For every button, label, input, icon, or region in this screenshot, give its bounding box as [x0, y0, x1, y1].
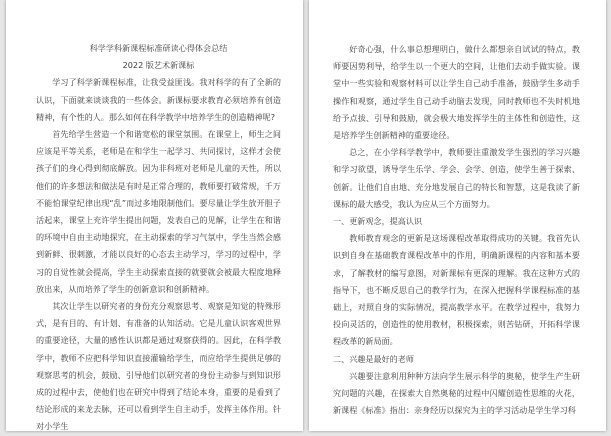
page-left: [6, 0, 303, 431]
paragraph: 首先给学生营造一个和谐宽松的课堂氛围。在课堂上，师生之间应该是平等关系，老师是在和学生一起学习、共同探讨，这样才会使孩子们的身心得到彻底解放。因为非科班对老师是儿童的天性，所以他们的许多想法和做法是有时是正常合理的，教师要打破常规，千万不能怕课堂纪律出现“乱”而过多地限制他们。要尽量让学生放开胆子活起来，课堂上充许学生提出问题，发表自己的见解，让学生在和谐的环境中自由主动地探究，在主动探索的学习气氛中，学生当然会感到新鲜、很刺激，才能以良好的心态去主动学习，学习的过程中，学习的自觉性就会提高，学生主动探索直接的就要就会被最大程度地释放出来，从而培养了学生的创新意识和创新精神。: [36, 129, 281, 294]
page-right: [309, 0, 606, 431]
page-right-text: [333, 41, 580, 419]
paragraph: 其次让学生以研究者的身份充分观察思考、观察是知觉的特殊形式，是有目的、有计划、有准备的认知活动。它是儿童认识客观世界的重要途径，大量的感性认识都是通过观察获得的。因此，在科学教学中，教师不应把科学知识直接灌输给学生，而应给学生提供足够的观察思考的机会，鼓励、引导他们以研究者的身份主动参与到知识形成的过程中去，使他们也在研究中得到了结论本身，重要的是看到了结论形成的来龙去脉，还可以看到学生自主动手，发挥主体作用。针对小学生: [36, 301, 281, 432]
paragraph: 教师教育观念的更新是这场课程改革取得成功的关键。我首先认识到自身在基础教育课程改革中的作用，明确新课程的内容和基本要求，了解教材的编写意图，对新课标有更深的理解。我在这种方式的指导下，也不断反思自己的教学行为，在深入把握科学课程标准的基础上，对照自身的实际情况，提高教学水平。在教学过程中，我努力投向灵活的，创造性的使用教材，积极探索，则苦钻研，开拓科学课程改革的新局面。: [333, 233, 580, 347]
document-title: 科学学科新课程标准研读心得体会总结: [89, 43, 228, 53]
paragraph: 总之，在小学科学教学中，教师要注重激发学生强烈的学习兴趣和学习欲望，诱导学生乐学、学会、会学、创造，使学生善于探索、创新。让他们自由地、充分地发展自己的特长和智慧，这是我读了新课标的最大感受，我认为应从三个方面努力。: [333, 147, 580, 209]
paragraph: 兴趣要注意利用种种方法向学生展示科学的奥秘，使学生产生研究问题的兴趣，在探索大自然奥秘的过程中闪耀创造性思维的火花，新课程《标准》指出：亲身经历以探究为主的学习活动是学生学习科: [333, 370, 580, 416]
section-heading: 一、更新观念，提高认识: [333, 216, 423, 227]
section-heading: 二、兴趣是最好的老师: [333, 353, 414, 364]
document-subtitle: 2022 版艺术新课标: [122, 60, 195, 71]
paragraph: 好奇心强，什么事总想理明白，做什么都想亲自试试的特点，教师要因势利导，给学生以一个更大的空间，让他们去动手做实验。课堂中一些实验和观察材料可以让学生自己动手准备，鼓励学生多动手操作和观察，通过学生自己动手动脑去发现，同时教师也不失时机地给予点拔、引导和鼓励，就会极大地发挥学生的主体性和创造性，这是培养学生创新精神的重要途径。: [333, 44, 580, 141]
page-left-text: [36, 40, 281, 436]
paragraph: 学习了科学新课程标准，让我受益匪浅。我对科学的有了全新的认识，下面就来谈谈我的一些体会。新课标要求教育必须培养有创造精神，有个性的人。那么如何在科学教学中培养学生的创造精神呢?: [36, 77, 281, 122]
